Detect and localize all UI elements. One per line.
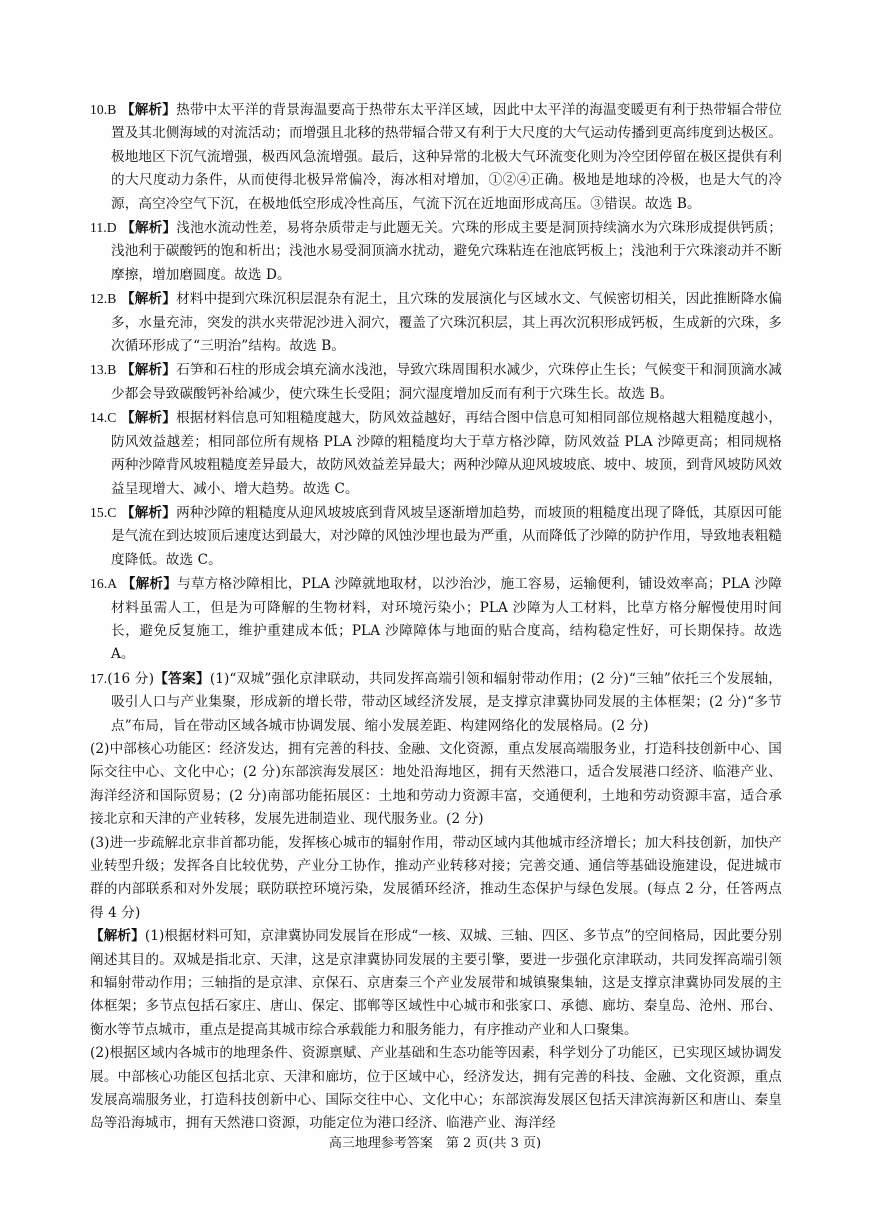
question-number: 17.: [90, 670, 108, 686]
page-footer: 高三地理参考答案 第 2 页(共 3 页): [328, 1136, 542, 1151]
analysis-tag: 【解析】: [90, 928, 145, 945]
analysis-17-part-2: [90, 1042, 782, 1136]
analysis-tag: 【解析】: [120, 410, 177, 427]
analysis-text: 石笋和石柱的形成会填充滴水浅池，导致穴珠周围积水减少，穴珠停止生长；气候变干和洞顶滴水减少都会导致碳酸钙补给减少，使穴珠生长受阻；洞穴湿度增加反而有利于穴珠生长。故选 B。: [111, 362, 783, 402]
answer-choice: C: [107, 410, 117, 426]
answer-17-part-3: [90, 832, 782, 926]
answer-text-3: (3)进一步疏解北京非首都功能，发挥核心城市的辐射作用，带动区域内其他城市经济增长；加大科技创新，加快产业转型升级；发挥各自比较优势，产业分工协作，推动产业转移对接；完善交通、通信等基础设施建设，促进城市群的内部联系和对外发展；联防联控环境污染，发展循环经济，推动生态保护与绿色发展。(每点 2 分，任答两点得 4 分): [90, 834, 782, 921]
answer-11: [90, 216, 782, 287]
answer-text-2: (2)中部核心功能区：经济发达，拥有完善的科技、金融、文化资源，重点发展高端服务业，打造科技创新中心、国际交往中心、文化中心；(2 分)东部滨海发展区：地处沿海地区，拥有天然港口，适合发展港口经济、临港产业、海洋经济和国际贸易；(2 分)南部功能拓展区：土地和劳动力资源丰富，交通便利，土地和劳动资源丰富，适合承接北京和天津的产业转移，发展先进制造业、现代服务业。(2 分): [90, 740, 782, 828]
question-number: 15.: [90, 504, 108, 520]
answer-14: [90, 406, 782, 501]
answer-choice: B: [107, 102, 117, 117]
answer-10: [90, 98, 782, 216]
analysis-tag: 【解析】: [120, 291, 177, 308]
answer-16: [90, 572, 782, 667]
analysis-text-1: (1)根据材料可知，京津冀协同发展旨在形成“一核、双城、三轴、四区、多节点”的空间格局，因此要分别阐述其目的。双城是指北京、天津，这是京津冀协同发展的主要引擎，要进一步强化京津联动，共同发挥高端引领和辐射带动作用；三轴指的是京津、京保石、京唐秦三个产业发展带和城镇聚集轴，这是支撑京津冀协同发展的主体框架；多节点包括石家庄、唐山、保定、邯郸等区域性中心城市和张家口、承德、廊坊、秦皇岛、沧州、邢台、衡水等节点城市，重点是提高其城市综合承载能力和服务能力，有序推动产业和人口聚集。: [90, 928, 782, 1038]
question-score: (16 分): [107, 670, 155, 687]
analysis-tag: 【解析】: [120, 362, 177, 379]
analysis-text: 热带中太平洋的背景海温要高于热带东太平洋区域，因此中太平洋的海温变暖更有利于热带辐合带位置及其北侧海域的对流活动；而增强且北移的热带辐合带又有利于大尺度的大气运动传播到更高纬度到达极区。极地地区下沉气流增强，极西风急流增强。最后，这种异常的北极大气环流变化则为冷空团停留在极区提供有利的大尺度动力条件，从而使得北极异常偏冷，海冰相对增加，①②④正确。极地是地球的冷极，也是大气的冷源，高空冷空气下沉，在极地低空形成冷性高压，气流下沉在近地面形成高压。③错误。故选 B。: [111, 102, 783, 212]
question-number: 12.: [90, 291, 108, 307]
analysis-text: 浅池水流动性差，易将杂质带走与此题无关。穴珠的形成主要是洞顶持续滴水为穴珠形成提供钙质；浅池利于碳酸钙的饱和析出；浅池水易受洞顶滴水扰动，避免穴珠粘连在池底钙板上；浅池利于穴珠滚动并不断摩擦，增加磨圆度。故选 D。: [111, 220, 782, 283]
answer-13: [90, 358, 782, 406]
answer-content: [90, 98, 782, 1136]
analysis-text-2: (2)根据区域内各城市的地理条件、资源禀赋、产业基础和生态功能等因素，科学划分了功能区，已实现区域协调发展。中部核心功能区包括北京、天津和廊坊，位于区域中心，经济发达，拥有完善的科技、金融、文化资源，重点发展高端服务业，打造科技创新中心、国际交往中心、文化中心；东部滨海发展区包括天津滨海新区和唐山、秦皇岛等沿海城市，拥有天然港口资源，功能定位为港口经济、临港产业、海洋经: [90, 1045, 782, 1132]
answer-choice: C: [107, 504, 117, 520]
question-number: 13.: [90, 362, 108, 378]
analysis-tag: 【解析】: [121, 220, 177, 237]
analysis-tag: 【解析】: [120, 504, 177, 521]
question-number: 10.: [90, 102, 108, 117]
analysis-tag: 【解析】: [120, 102, 177, 118]
answer-15: [90, 501, 782, 572]
analysis-text: 与草方格沙障相比，PLA 沙障就地取材，以沙治沙，施工容易，运输便利，铺设效率高；PLA 沙障材料虽需人工，但是为可降解的生物材料，对环境污染小；PLA 沙障为人工材料，比草方格分解慢使用时间长，避免反复施工，维护重建成本低；PLA 沙障障体与地面的贴合度高，结构稳定性好，可长期保持。故选 A。: [111, 576, 783, 663]
question-number: 14.: [90, 410, 108, 426]
answer-choice: A: [107, 576, 118, 592]
analysis-tag: 【解析】: [121, 576, 178, 593]
analysis-text: 材料中提到穴珠沉积层混杂有泥土，且穴珠的发展演化与区域水文、气候密切相关，因此推断降水偏多，水量充沛，突发的洪水夹带泥沙进入洞穴，覆盖了穴珠沉积层，其上再次沉积形成钙板，生成新的穴珠，多次循环形成了“三明治”结构。故选 B。: [111, 291, 783, 355]
analysis-text: 根据材料信息可知粗糙度越大，防风效益越好，再结合图中信息可知相同部位规格越大粗糙度越小，防风效益越差；相同部位所有规格 PLA 沙障的粗糙度均大于草方格沙障，防风效益 PLA 沙障更高；相同规格两种沙障背风坡粗糙度差异最大，故防风效益差异最大；两种沙障从迎风坡坡底、坡中、坡顶，到背风坡防风效益呈现增大、减小、增大趋势。故选 C。: [111, 410, 783, 497]
answer-17-part-1: [90, 667, 782, 738]
answer-choice: B: [107, 291, 117, 307]
answer-choice: B: [107, 362, 117, 378]
answer-tag: 【答案】: [154, 670, 210, 687]
answer-text-1: (1)“双城”强化京津联动，共同发挥高端引领和辐射带动作用；(2 分)“三轴”依托三个发展轴，吸引人口与产业集聚，形成新的增长带，带动区域经济发展，是支撑京津冀协同发展的主体框架；(2 分)“多节点”布局，旨在带动区域各城市协调发展、缩小发展差距、构建网络化的发展格局。(2 分): [111, 670, 783, 734]
question-number: 11.: [90, 220, 107, 236]
answer-choice: D: [106, 220, 117, 236]
analysis-17-part-1: [90, 925, 782, 1042]
question-number: 16.: [90, 576, 108, 592]
answer-17-part-2: [90, 738, 782, 832]
analysis-text: 两种沙障的粗糙度从迎风坡坡底到背风坡呈逐渐增加趋势，而坡顶的粗糙度出现了降低，其原因可能是气流在到达坡顶后速度达到最大，对沙障的风蚀沙埋也最为严重，从而降低了沙障的防护作用，导致地表粗糙度降低。故选 C。: [111, 504, 783, 568]
answer-12: [90, 287, 782, 358]
